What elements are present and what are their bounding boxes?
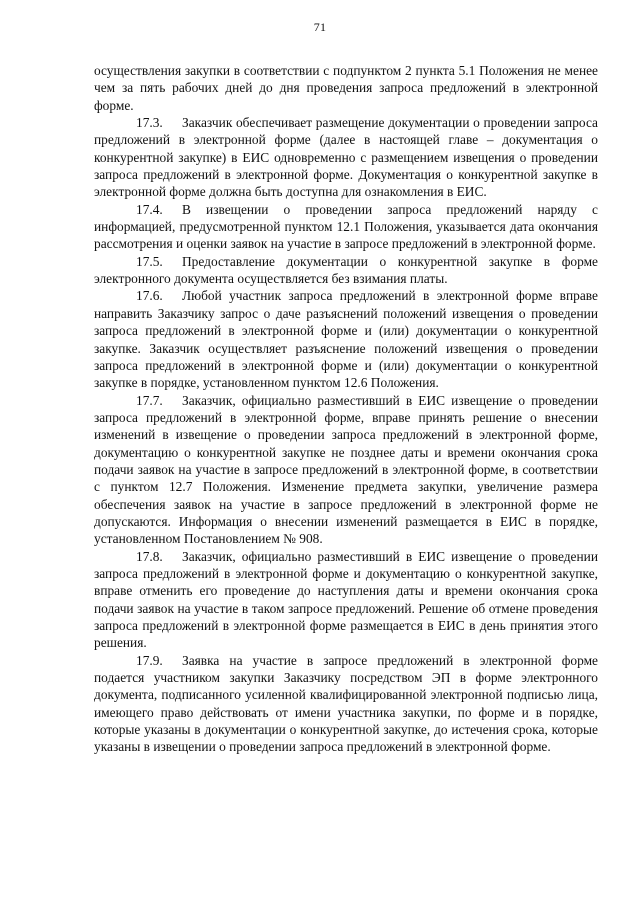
clause-number: 17.6. [136,288,163,304]
clause-text: Заказчик, официально разместивший в ЕИС извещение о проведении запроса предложений в электронной форме, вправе принять решение о внесении изменений в извещение о проведении запроса предложений в электронной форме, документацию о конкурентной закупке не позднее даты и времени окончания срока подачи заявок на участие в запросе предложений в электронной форме, в соответствии с пунктом 12.7 Положения. Изменение предмета закупки, увеличение размера обеспечения заявок на участие в запросе предложений в электронной форме не допускаются. Информация о внесении изменений размещается в ЕИС в порядке, установленном Постановлением № 908. [94,392,598,547]
clause-number: 17.8. [136,548,163,564]
clause-text: Заказчик обеспечивает размещение документации о проведении запроса предложений в электронной форме (далее в настоящей главе – документация о конкурентной закупке) в ЕИС одновременно с размещением извещения о проведении запроса предложений в электронной форме. Документация о конкурентной закупке в электронной форме должна быть доступна для ознакомления в ЕИС. [94,115,598,200]
paragraph-text: осуществления закупки в соответствии с подпунктом 2 пункта 5.1 Положения не менее чем за пять рабочих дней до дня проведения запроса предложений в электронной форме. [94,63,598,113]
clause-text: Заявка на участие в запросе предложений в электронной форме подается участником закупки Заказчику посредством ЭП в форме электронного документа, подписанного усиленной квалифицированной электронной подписью лица, имеющего право действовать от имени участника закупки, по форме и в порядке, которые указаны в документации о конкурентной закупке, до истечения срока, которые указаны в извещении о проведении запроса предложений в электронной форме. [94,652,598,755]
page-number: 71 [313,20,327,34]
clause-number: 17.4. [136,201,163,217]
clause-number: 17.9. [136,652,163,668]
clause-text: В извещении о проведении запроса предложений наряду с информацией, предусмотренной пунктом 12.1 Положения, указывается дата окончания рассмотрения и оценки заявок на участие в запросе предложений в электронной форме. [94,201,598,252]
document-body [94,62,598,756]
clause-17-4 [94,201,598,253]
paragraph-continuation [94,62,598,114]
clause-17-6 [94,287,598,391]
clause-number: 17.7. [136,392,163,408]
clause-text: Заказчик, официально разместивший в ЕИС извещение о проведении запроса предложений в электронной форме и документацию о конкурентной закупке, вправе отменить его проведение до наступления даты и времени окончания срока подачи заявок на участие в таком запросе предложений. Решение об отмене проведения запроса предложений в электронной форме размещается в ЕИС в день принятия этого решения. [94,548,598,651]
clause-17-8 [94,548,598,652]
clause-text: Предоставление документации о конкурентной закупке в форме электронного документа осуществляется без взимания платы. [94,253,598,287]
clause-number: 17.5. [136,253,163,269]
clause-number: 17.3. [136,115,163,131]
clause-text: Любой участник запроса предложений в электронной форме вправе направить Заказчику запрос о даче разъяснений положений извещения о проведении запроса предложений в электронной форме и (или) документации о конкурентной закупке. Заказчик осуществляет разъяснение положений извещения о проведении запроса предложений в электронной форме и (или) документации о конкурентной закупке в порядке, установленном пунктом 12.6 Положения. [94,288,598,391]
clause-17-9 [94,652,598,756]
clause-17-3 [94,114,598,201]
clause-17-5 [94,253,598,288]
clause-17-7 [94,392,598,548]
